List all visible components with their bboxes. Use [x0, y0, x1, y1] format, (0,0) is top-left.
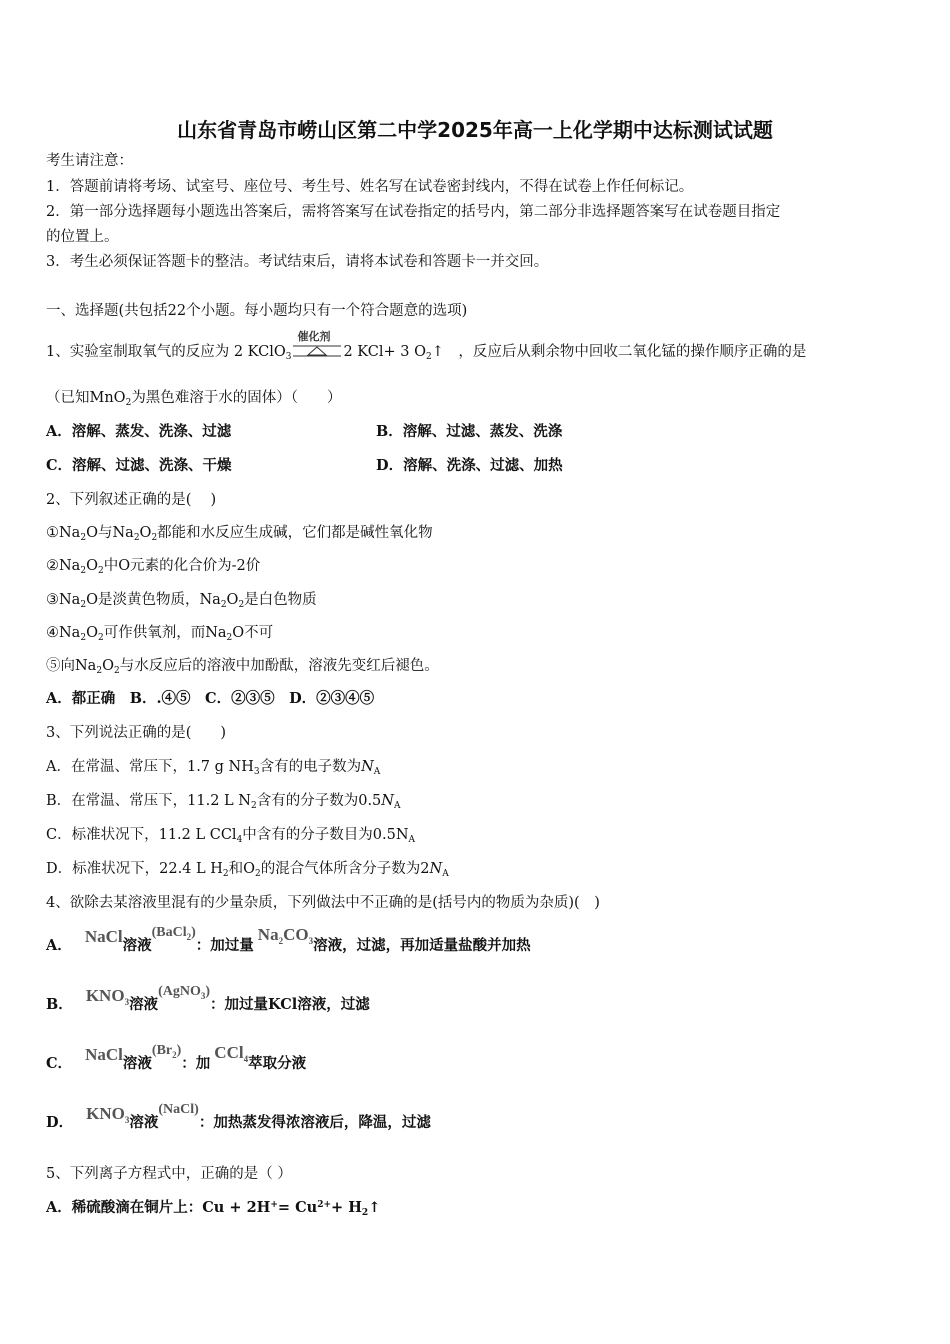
statement-5: ⑤向$Na_2O_2$与水反应后的溶液中加酚酞，溶液先变红后褪色。: [46, 658, 439, 676]
option-a[interactable]: A． NaCl溶液(BaCl$_2$)：加过量$Na_2CO_3$溶液，过滤，再加适量盐酸并加热: [46, 925, 531, 954]
option-d[interactable]: D．标准状况下，22.4 L $H_2$和$O_2$的混合气体所含分子数为$2N_A$: [46, 861, 449, 879]
option-b[interactable]: B．在常温、常压下，11.2 L $N_2$含有的分子数为$0.5N_A$: [46, 793, 401, 811]
section-heading: 一、选择题(共包括22个小题。每小题均只有一个符合题意的选项): [46, 303, 468, 319]
option-b[interactable]: B． $KNO_3$溶液(AgNO$_3$)：加过量KCl溶液，过滤: [46, 984, 370, 1013]
question-2-stem: 2、下列叙述正确的是( ): [46, 492, 217, 508]
question-1-note: （已知MnO$_2$为黑色难溶于水的固体）（ ）: [46, 390, 342, 408]
option-c[interactable]: C． NaCl溶液$(Br_2)$：加CCl$_4$萃取分液: [46, 1043, 307, 1072]
option-a[interactable]: A．溶解、蒸发、洗涤、过滤: [46, 423, 232, 440]
catalyst-label: 催化剂: [297, 330, 331, 343]
notice-item: 1．答题前请将考场、试室号、座位号、考生号、姓名写在试卷密封线内，不得在试卷上作任何标记。: [46, 179, 694, 195]
question-4-stem: 4、欲除去某溶液里混有的少量杂质，下列做法中不正确的是(括号内的物质为杂质)( ): [46, 895, 600, 911]
heat-triangle-icon: [293, 344, 341, 358]
notice-heading: 考生请注意：: [46, 153, 133, 169]
option-c[interactable]: C．标准状况下，11.2 L CCl$_4$中含有的分子数目为$0.5N_A$: [46, 827, 416, 845]
notice-item: 2．第一部分选择题每小题选出答案后，需将答案写在试卷指定的括号内，第二部分非选择题答案写在试卷题目指定: [46, 204, 781, 220]
option-a[interactable]: A．稀硫酸滴在铜片上：$Cu + 2H^+= Cu^{2+}+$ $H_2↑$: [46, 1199, 381, 1218]
option-d[interactable]: D．溶解、洗涤、过滤、加热: [376, 457, 563, 474]
question-5-stem: 5、下列离子方程式中，正确的是（ ）: [46, 1166, 292, 1182]
question-2-options[interactable]: A．都正确 B．.④⑤ C．②③⑤ D．②③④⑤: [46, 690, 375, 707]
statement-1: $①Na_2O$与$Na_2O_2$都能和水反应生成碱，它们都是碱性氧化物: [46, 525, 433, 543]
option-a[interactable]: A．在常温、常压下，1.7 g $NH_3$含有的电子数为$N_A$: [46, 759, 381, 777]
notice-item: 3．考生必须保证答题卡的整洁。考试结束后，请将本试卷和答题卡一并交回。: [46, 254, 549, 270]
option-d[interactable]: D． $KNO_3$溶液(NaCl)：加热蒸发得浓溶液后，降温，过滤: [46, 1102, 431, 1131]
statement-2: $②Na_2O_2$中O元素的化合价为-2价: [46, 558, 261, 576]
option-c[interactable]: C．溶解、过滤、洗涤、干燥: [46, 457, 232, 474]
catalyst-arrow: [293, 330, 341, 358]
statement-4: $④Na_2O_2$可作供氧剂，而$Na_2O$不可: [46, 625, 274, 643]
question-3-stem: 3、下列说法正确的是( ): [46, 725, 227, 741]
statement-3: $③Na_2O$是淡黄色物质，$Na_2O_2$是白色物质: [46, 592, 317, 610]
option-b[interactable]: B．溶解、过滤、蒸发、洗涤: [376, 423, 563, 440]
question-1-stem: 1、实验室制取氧气的反应为 2 KClO$_3$ 催化剂 2 KCl+ 3 $O_2↑$ ，反应后从剩余物中回收二氧化锰的操作顺序正确的是: [46, 330, 807, 362]
page-title: 山东省青岛市崂山区第二中学2025年高一上化学期中达标测试试题: [177, 118, 773, 142]
notice-item: 的位置上。: [46, 229, 119, 245]
